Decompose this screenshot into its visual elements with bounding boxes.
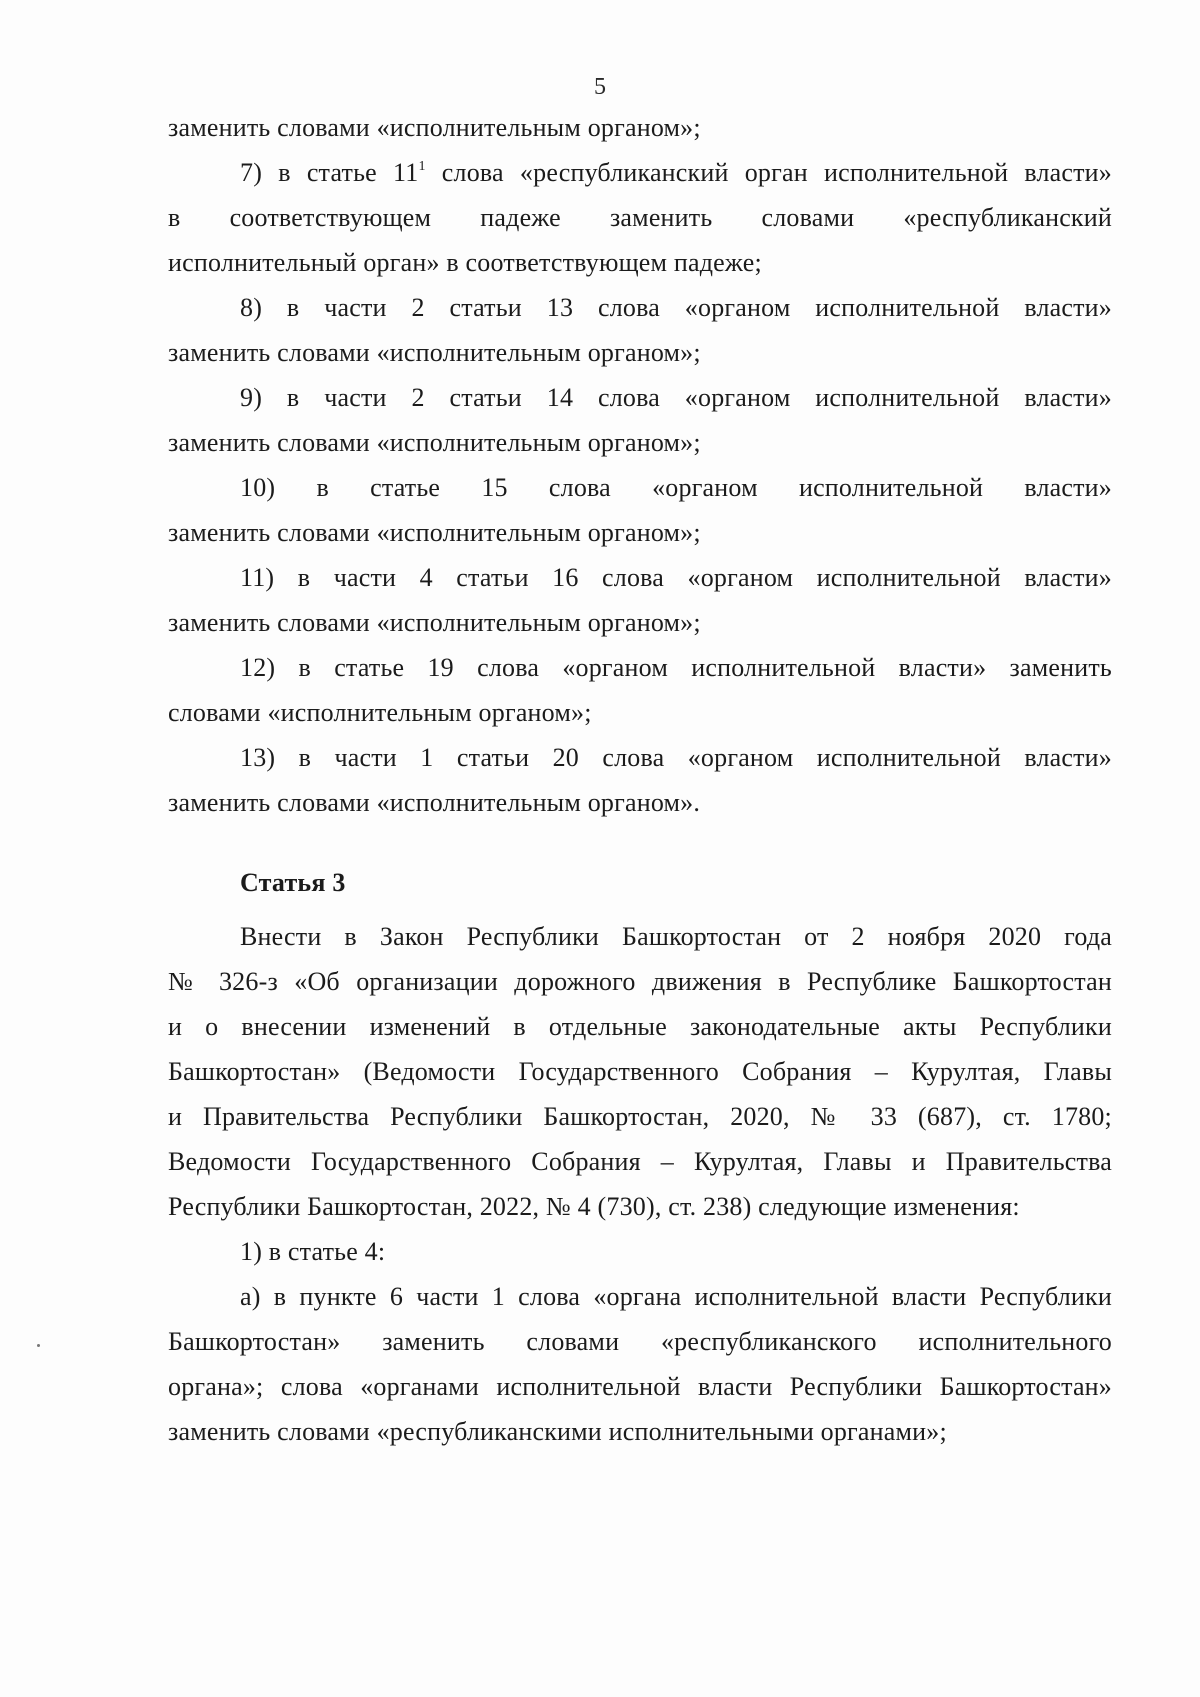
text-line: заменить словами «исполнительным органом»; (168, 338, 701, 367)
text-line-item-11: 11) в части 4 статьи 16 слова «органом исполнительной власти» (240, 563, 1112, 592)
text-line-item-12: 12) в статье 19 слова «органом исполнительной власти» заменить (240, 653, 1112, 682)
text-line: органа»; слова «органами исполнительной власти Республики Башкортостан» (168, 1372, 1112, 1401)
text-line: Внести в Закон Республики Башкортостан от 2 ноября 2020 года (240, 922, 1112, 951)
text-line: заменить словами «исполнительным органом». (168, 788, 701, 817)
superscript: 1 (418, 159, 426, 174)
text-line: Республики Башкортостан, 2022, № 4 (730), ст. 238) следующие изменения: (168, 1192, 1020, 1221)
text-line-item-9: 9) в части 2 статьи 14 слова «органом исполнительной власти» (240, 383, 1112, 412)
text-line: в соответствующем падеже заменить словами «республиканский (168, 203, 1112, 232)
text-line-item-8: 8) в части 2 статьи 13 слова «органом исполнительной власти» (240, 293, 1112, 322)
page-number: 5 (594, 74, 606, 100)
text-line: и о внесении изменений в отдельные законодательные акты Республики (168, 1012, 1112, 1041)
text-line: Ведомости Государственного Собрания – Курултая, Главы и Правительства (168, 1147, 1112, 1176)
text-line-item-10: 10) в статье 15 слова «органом исполнительной власти» (240, 473, 1112, 502)
text-line: заменить словами «исполнительным органом»; (168, 518, 701, 547)
text-line: заменить словами «республиканскими исполнительными органами»; (168, 1417, 947, 1446)
text-line: заменить словами «исполнительным органом»; (168, 113, 701, 142)
text-line-item-13: 13) в части 1 статьи 20 слова «органом исполнительной власти» (240, 743, 1112, 772)
text-line: № 326-з «Об организации дорожного движения в Республике Башкортостан (168, 967, 1112, 996)
line-segment: слова «республиканский орган исполнительной власти» (425, 158, 1112, 187)
text-line: исполнительный орган» в соответствующем падеже; (168, 248, 762, 277)
line-segment: 7) в статье 11 (240, 158, 419, 187)
text-line: заменить словами «исполнительным органом»; (168, 428, 701, 457)
text-line: заменить словами «исполнительным органом»; (168, 608, 701, 637)
scan-speck (37, 1344, 40, 1347)
text-line: словами «исполнительным органом»; (168, 698, 592, 727)
text-line-item-1: 1) в статье 4: (240, 1237, 386, 1266)
text-line: Башкортостан» заменить словами «республиканского исполнительного (168, 1327, 1112, 1356)
text-line: и Правительства Республики Башкортостан, 2020, № 33 (687), ст. 1780; (168, 1102, 1112, 1131)
text-line-item-7 (240, 158, 1112, 188)
text-line-subitem-a: а) в пункте 6 части 1 слова «органа исполнительной власти Республики (240, 1282, 1112, 1311)
text-line: Башкортостан» (Ведомости Государственного Собрания – Курултая, Главы (168, 1057, 1112, 1086)
article-heading: Статья 3 (240, 868, 346, 897)
